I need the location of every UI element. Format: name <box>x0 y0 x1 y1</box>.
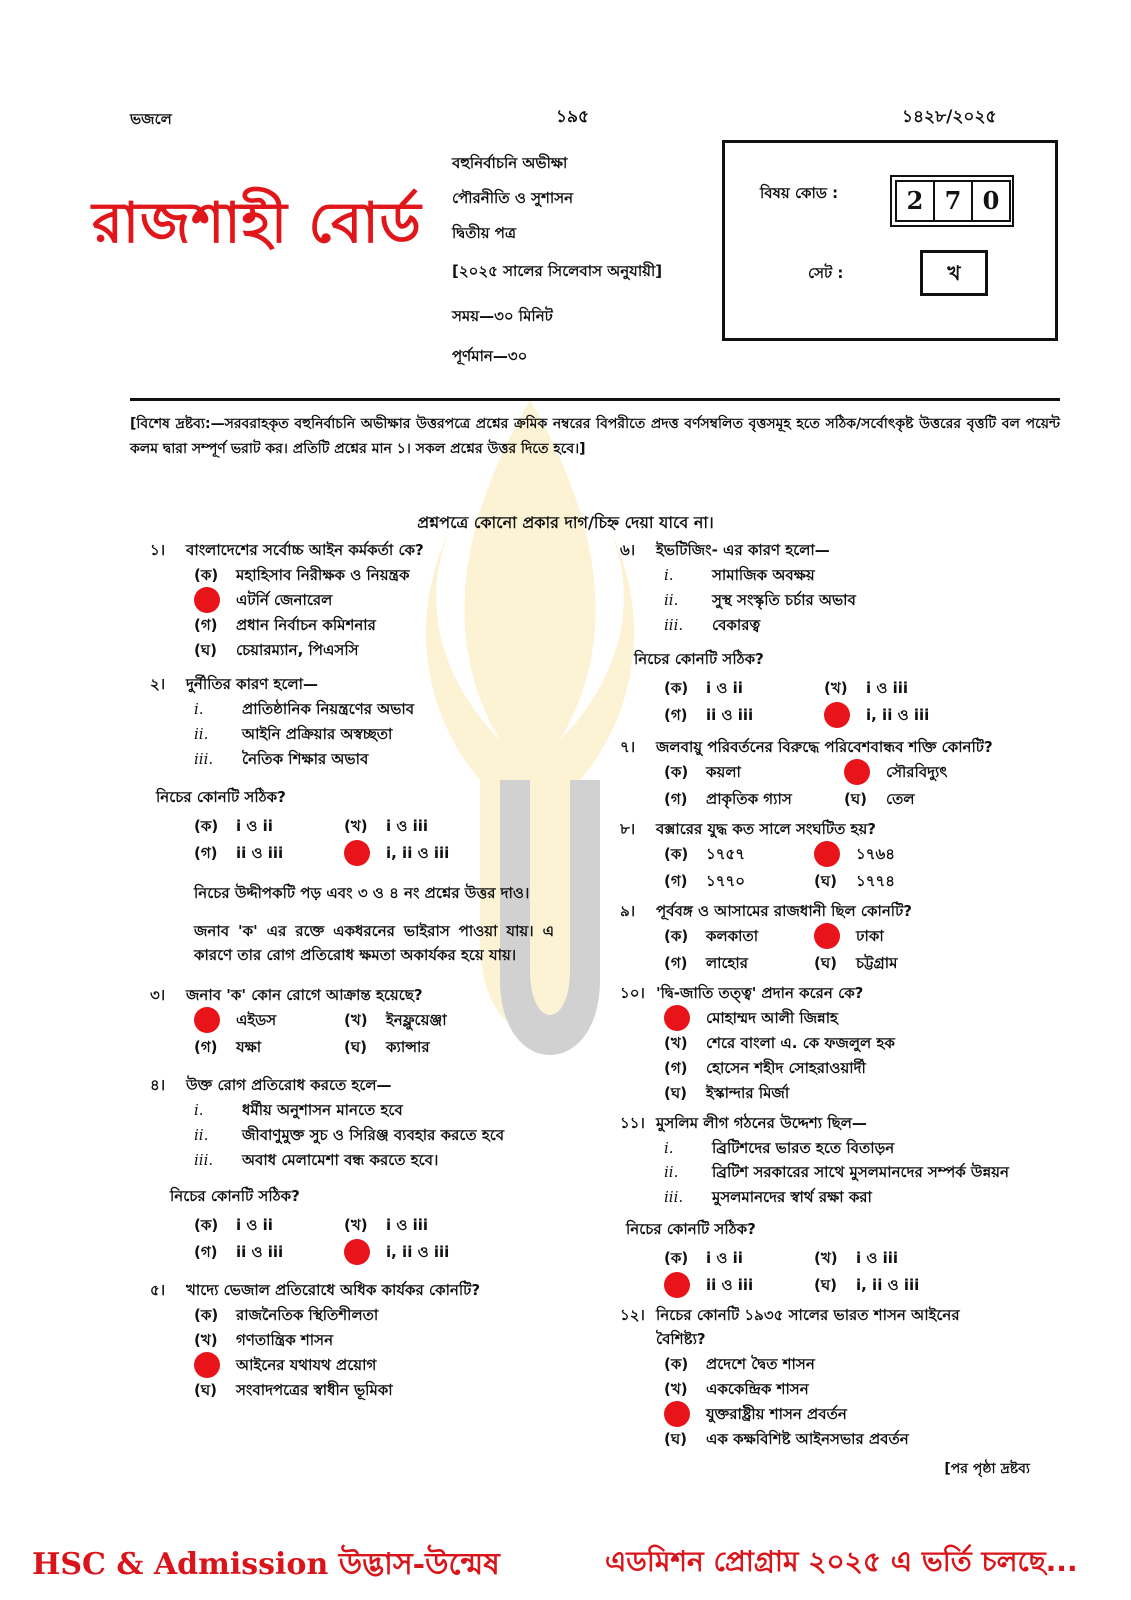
exam-year: ১৪২৮/২০২৫ <box>902 107 997 127</box>
question-text: উক্ত রোগ প্রতিরোধ করতে হলে— <box>186 1076 392 1094</box>
statement-text: বেকারত্ব <box>712 615 761 634</box>
subject-code-box <box>722 140 1058 341</box>
option-text: প্রাকৃতিক গ্যাস <box>706 789 792 808</box>
answer-dot <box>814 923 840 949</box>
option-marker: (খ) <box>344 816 368 835</box>
option-marker: (গ) <box>194 1242 218 1261</box>
statement-marker: iii. <box>664 1187 684 1206</box>
answer-dot <box>194 1007 220 1033</box>
header-left-tag: ভজলে <box>130 110 172 128</box>
option-text: i ও ii <box>706 1248 743 1267</box>
question-number: ৯। <box>620 902 636 920</box>
option-text: লাহোর <box>706 953 749 972</box>
option-text: i, ii ও iii <box>386 1242 450 1261</box>
option-text: সৌরবিদ্যুৎ <box>886 762 948 781</box>
next-page-note: [পর পৃষ্ঠা দ্রষ্টব্য <box>944 1461 1030 1477</box>
page-number: ১৯৫ <box>556 107 590 127</box>
statement-marker: ii. <box>194 1125 209 1144</box>
syllabus-note: [২০২৫ সালের সিলেবাস অনুযায়ী] <box>452 262 663 280</box>
option-marker: (ঘ) <box>664 1429 687 1448</box>
statement-text: নৈতিক শিক্ষার অভাব <box>242 749 369 768</box>
option-text: ১৭৭৪ <box>856 871 895 890</box>
option-text: কয়লা <box>706 762 741 781</box>
option-text: ii ও iii <box>236 843 284 862</box>
question-8 <box>620 817 1060 893</box>
option-text: মহাহিসাব নিরীক্ষক ও নিয়ন্ত্রক <box>236 565 410 584</box>
question-text: জনাব 'ক' কোন রোগে আক্রান্ত হয়েছে? <box>186 986 423 1004</box>
question-3 <box>150 983 570 1059</box>
footer-brand: HSC & Admission উদ্ভাস-উন্মেষ <box>32 1547 500 1582</box>
question-5 <box>150 1278 570 1402</box>
option-marker: (গ) <box>664 871 688 890</box>
question-number: ১১। <box>620 1114 645 1132</box>
question-1 <box>150 538 570 662</box>
option-text: যুক্তরাষ্ট্রীয় শাসন প্রবর্তন <box>706 1404 847 1423</box>
option-text: ii ও iii <box>706 1275 754 1294</box>
answer-dot <box>344 840 370 866</box>
option-text: ক্যান্সার <box>386 1037 430 1056</box>
option-text: i, ii ও iii <box>386 843 450 862</box>
option-text: i, ii ও iii <box>856 1275 920 1294</box>
option-text: ১৭৫৭ <box>706 844 745 863</box>
question-11 <box>620 1111 1060 1297</box>
set-value: খ <box>920 250 988 296</box>
option-marker: (ক) <box>194 1215 219 1234</box>
question-text: 'দ্বি-জাতি তত্ত্ব' প্রদান করেন কে? <box>656 984 864 1002</box>
left-column <box>150 538 570 1408</box>
option-marker: (ক) <box>194 1305 219 1324</box>
option-marker: (খ) <box>344 1215 368 1234</box>
question-4 <box>150 1073 570 1264</box>
option-marker: (খ) <box>194 1330 218 1349</box>
option-text: ইস্কান্দার মির্জা <box>706 1083 790 1102</box>
option-marker: (ঘ) <box>194 640 217 659</box>
question-7 <box>620 735 1060 811</box>
option-text: আইনের যথাযথ প্রয়োগ <box>236 1355 377 1374</box>
statement-text: সুস্থ সংস্কৃতি চর্চার অভাব <box>712 590 856 609</box>
special-instructions: [বিশেষ দ্রষ্টব্য:—সরবরাহকৃত বহুনির্বাচনি অভীক্ষার উত্তরপত্রে প্রশ্নের ক্রমিক নম্বরের বিপরীতে প্রদত্ত বর্ণসম্বলিত বৃত্তসমূহ হতে সঠিক/সর্বোৎকৃষ্ট উত্তরের বৃত্তটি বল পয়েন্ট কলম দ্বারা সম্পূর্ণ ভরাট কর। প্রতিটি প্রশ্নের মান ১। সকল প্রশ্নের উত্তর দিতে হবে।] <box>130 416 1060 457</box>
statement-marker: i. <box>664 1138 674 1157</box>
right-column <box>620 538 1060 1481</box>
exam-time: সময়—৩০ মিনিট <box>452 307 553 325</box>
option-marker: (ক) <box>664 762 689 781</box>
option-text: কলকাতা <box>706 926 759 945</box>
option-marker: (খ) <box>664 1033 688 1052</box>
option-text: i ও iii <box>866 678 909 697</box>
header-divider <box>130 398 1060 401</box>
which-correct: নিচের কোনটি সঠিক? <box>626 1220 756 1238</box>
question-2 <box>150 672 570 865</box>
question-number: ২। <box>150 675 166 693</box>
option-marker: (ঘ) <box>664 1083 687 1102</box>
option-text: মোহাম্মদ আলী জিন্নাহ <box>706 1008 838 1027</box>
exam-type: বহুনির্বাচনি অভীক্ষা <box>452 154 568 172</box>
question-number: ৩। <box>150 986 166 1004</box>
option-marker: (খ) <box>814 1248 838 1267</box>
option-text: প্রধান নির্বাচন কমিশনার <box>236 615 376 634</box>
option-text: i, ii ও iii <box>866 705 930 724</box>
option-marker: (গ) <box>664 1058 688 1077</box>
answer-dot <box>814 841 840 867</box>
statement-text: ব্রিটিশ সরকারের সাথে মুসলমানদের সম্পর্ক উন্নয়ন <box>712 1163 1009 1181</box>
option-text: i ও ii <box>706 678 743 697</box>
statement-marker: ii. <box>664 1163 679 1181</box>
option-marker: (গ) <box>664 705 688 724</box>
which-correct: নিচের কোনটি সঠিক? <box>170 1187 300 1205</box>
option-marker: (গ) <box>194 615 218 634</box>
option-marker: (ঘ) <box>814 1275 837 1294</box>
subject-code-digits <box>890 175 1014 227</box>
option-text: যক্ষা <box>236 1037 262 1056</box>
no-marks-warning: প্রশ্নপত্রে কোনো প্রকার দাগ/চিহ্ন দেয়া যাবে না। <box>417 513 714 532</box>
option-marker: (ঘ) <box>194 1380 217 1399</box>
option-text: ঢাকা <box>856 926 884 945</box>
stimulus-text: জনাব 'ক' এর রক্তে একধরনের ভাইরাস পাওয়া যায়। এ কারণে তার রোগ প্রতিরোধ ক্ষমতা অকার্যকর হয়ে যায়। <box>194 922 554 964</box>
question-12 <box>620 1303 1060 1451</box>
option-marker: (ক) <box>194 565 219 584</box>
option-text: i ও ii <box>236 816 273 835</box>
question-10 <box>620 981 1060 1105</box>
question-number: ৪। <box>150 1076 166 1094</box>
answer-dot <box>194 1352 220 1378</box>
question-text: ইভটিজিং- এর কারণ হলো— <box>656 541 830 559</box>
which-correct: নিচের কোনটি সঠিক? <box>634 650 764 668</box>
question-number: ৮। <box>620 820 636 838</box>
option-text: ii ও iii <box>236 1242 284 1261</box>
code-digit: 7 <box>933 180 973 222</box>
option-marker: (ঘ) <box>344 1037 367 1056</box>
question-number: ১০। <box>620 984 645 1002</box>
subject-name: পৌরনীতি ও সুশাসন <box>452 189 574 207</box>
option-marker: (গ) <box>194 843 218 862</box>
option-marker: (খ) <box>824 678 848 697</box>
answer-dot <box>844 759 870 785</box>
option-text: i ও ii <box>236 1215 273 1234</box>
option-marker: (গ) <box>664 789 688 808</box>
question-text: পূর্ববঙ্গ ও আসামের রাজধানী ছিল কোনটি? <box>656 902 912 920</box>
statement-marker: iii. <box>194 1150 214 1169</box>
statement-text: ব্রিটিশদের ভারত হতে বিতাড়ন <box>712 1138 895 1157</box>
option-marker: (ক) <box>664 926 689 945</box>
option-text: ১৭৬৪ <box>856 844 895 863</box>
paper-name: দ্বিতীয় পত্র <box>452 224 517 242</box>
question-text: জলবায়ু পরিবর্তনের বিরুদ্ধে পরিবেশবান্ধব শক্তি কোনটি? <box>656 738 993 756</box>
question-text: বক্সারের যুদ্ধ কত সালে সংঘটিত হয়? <box>656 820 876 838</box>
option-marker: (গ) <box>194 1037 218 1056</box>
option-marker: (ঘ) <box>814 953 837 972</box>
option-text: প্রদেশে দ্বৈত শাসন <box>706 1354 815 1373</box>
option-text: i ও iii <box>386 1215 429 1234</box>
statement-text: ধর্মীয় অনুশাসন মানতে হবে <box>242 1100 403 1119</box>
statement-marker: i. <box>194 1100 204 1119</box>
statement-text: জীবাণুমুক্ত সুচ ও সিরিঞ্জ ব্যবহার করতে হবে <box>242 1125 505 1144</box>
question-number: ৭। <box>620 738 636 756</box>
option-text: i ও iii <box>386 816 429 835</box>
question-text: নিচের কোনটি ১৯৩৫ সালের ভারত শাসন আইনের বৈশিষ্ট্য? <box>656 1306 960 1348</box>
statement-marker: iii. <box>664 615 684 634</box>
which-correct: নিচের কোনটি সঠিক? <box>156 788 286 806</box>
statement-marker: ii. <box>194 724 209 743</box>
answer-dot <box>664 1005 690 1031</box>
option-marker: (ঘ) <box>814 871 837 890</box>
code-digit: 2 <box>895 180 935 222</box>
question-text: দুর্নীতির কারণ হলো— <box>186 675 318 693</box>
option-text: ii ও iii <box>706 705 754 724</box>
statement-marker: i. <box>194 699 204 718</box>
option-text: চট্টগ্রাম <box>856 953 898 972</box>
answer-dot <box>344 1239 370 1265</box>
option-text: তেল <box>886 789 915 808</box>
answer-dot <box>194 587 220 613</box>
stimulus-intro: নিচের উদ্দীপকটি পড় এবং ৩ ও ৪ নং প্রশ্নের উত্তর দাও। <box>194 884 530 902</box>
statement-text: আইনি প্রক্রিয়ার অস্বচ্ছতা <box>242 724 393 743</box>
option-marker: (ক) <box>664 844 689 863</box>
statement-marker: ii. <box>664 590 679 609</box>
question-9 <box>620 899 1060 975</box>
option-marker: (গ) <box>664 953 688 972</box>
full-marks: পূর্ণমান—৩০ <box>452 347 528 365</box>
option-text: সংবাদপত্রের স্বাধীন ভূমিকা <box>236 1380 393 1399</box>
question-number: ১২। <box>620 1306 645 1324</box>
option-marker: (খ) <box>344 1010 368 1029</box>
board-title: রাজশাহী বোর্ড <box>92 191 422 256</box>
question-number: ৬। <box>620 541 636 559</box>
statement-text: প্রাতিষ্ঠানিক নিয়ন্ত্রণের অভাব <box>242 699 415 718</box>
statement-marker: iii. <box>194 749 214 768</box>
question-text: বাংলাদেশের সর্বোচ্চ আইন কর্মকর্তা কে? <box>186 541 424 559</box>
statement-marker: i. <box>664 565 674 584</box>
option-text: শেরে বাংলা এ. কে ফজলুল হক <box>706 1033 895 1052</box>
set-label: সেট : <box>808 264 844 282</box>
option-text: চেয়ারম্যান, পিএসসি <box>236 640 359 659</box>
option-text: এইডস <box>236 1010 277 1029</box>
option-text: হোসেন শহীদ সোহরাওয়ার্দী <box>706 1058 866 1077</box>
question-number: ১। <box>150 541 166 559</box>
code-digit: 0 <box>971 180 1011 222</box>
option-text: রাজনৈতিক স্থিতিশীলতা <box>236 1305 379 1324</box>
option-marker: (খ) <box>664 1379 688 1398</box>
option-marker: (ক) <box>664 1248 689 1267</box>
option-marker: (ক) <box>194 816 219 835</box>
footer-admission-promo: এডমিশন প্রোগ্রাম ২০২৫ এ ভর্তি চলছে... <box>605 1545 1078 1578</box>
statement-text: সামাজিক অবক্ষয় <box>712 565 815 584</box>
option-text: ইনফ্লুয়েঞ্জা <box>386 1010 447 1029</box>
option-text: ১৭৭০ <box>706 871 745 890</box>
option-marker: (ঘ) <box>844 789 867 808</box>
option-text: এক কক্ষবিশিষ্ট আইনসভার প্রবর্তন <box>706 1429 909 1448</box>
option-text: এককেন্দ্রিক শাসন <box>706 1379 809 1398</box>
question-number: ৫। <box>150 1281 166 1299</box>
option-text: i ও iii <box>856 1248 899 1267</box>
statement-text: অবাধ মেলামেশা বন্ধ করতে হবে। <box>242 1150 439 1169</box>
subject-code-label: বিষয় কোড : <box>760 184 839 202</box>
option-marker: (ক) <box>664 1354 689 1373</box>
option-text: গণতান্ত্রিক শাসন <box>236 1330 334 1349</box>
question-text: খাদ্যে ভেজাল প্রতিরোধে অধিক কার্যকর কোনটি? <box>186 1281 481 1299</box>
option-marker: (ক) <box>664 678 689 697</box>
option-text: এটর্নি জেনারেল <box>236 590 333 609</box>
question-6 <box>620 538 1060 727</box>
answer-dot <box>664 1272 690 1298</box>
question-text: মুসলিম লীগ গঠনের উদ্দেশ্য ছিল— <box>656 1114 867 1132</box>
answer-dot <box>824 702 850 728</box>
answer-dot <box>664 1401 690 1427</box>
statement-text: মুসলমানদের স্বার্থ রক্ষা করা <box>712 1187 872 1206</box>
